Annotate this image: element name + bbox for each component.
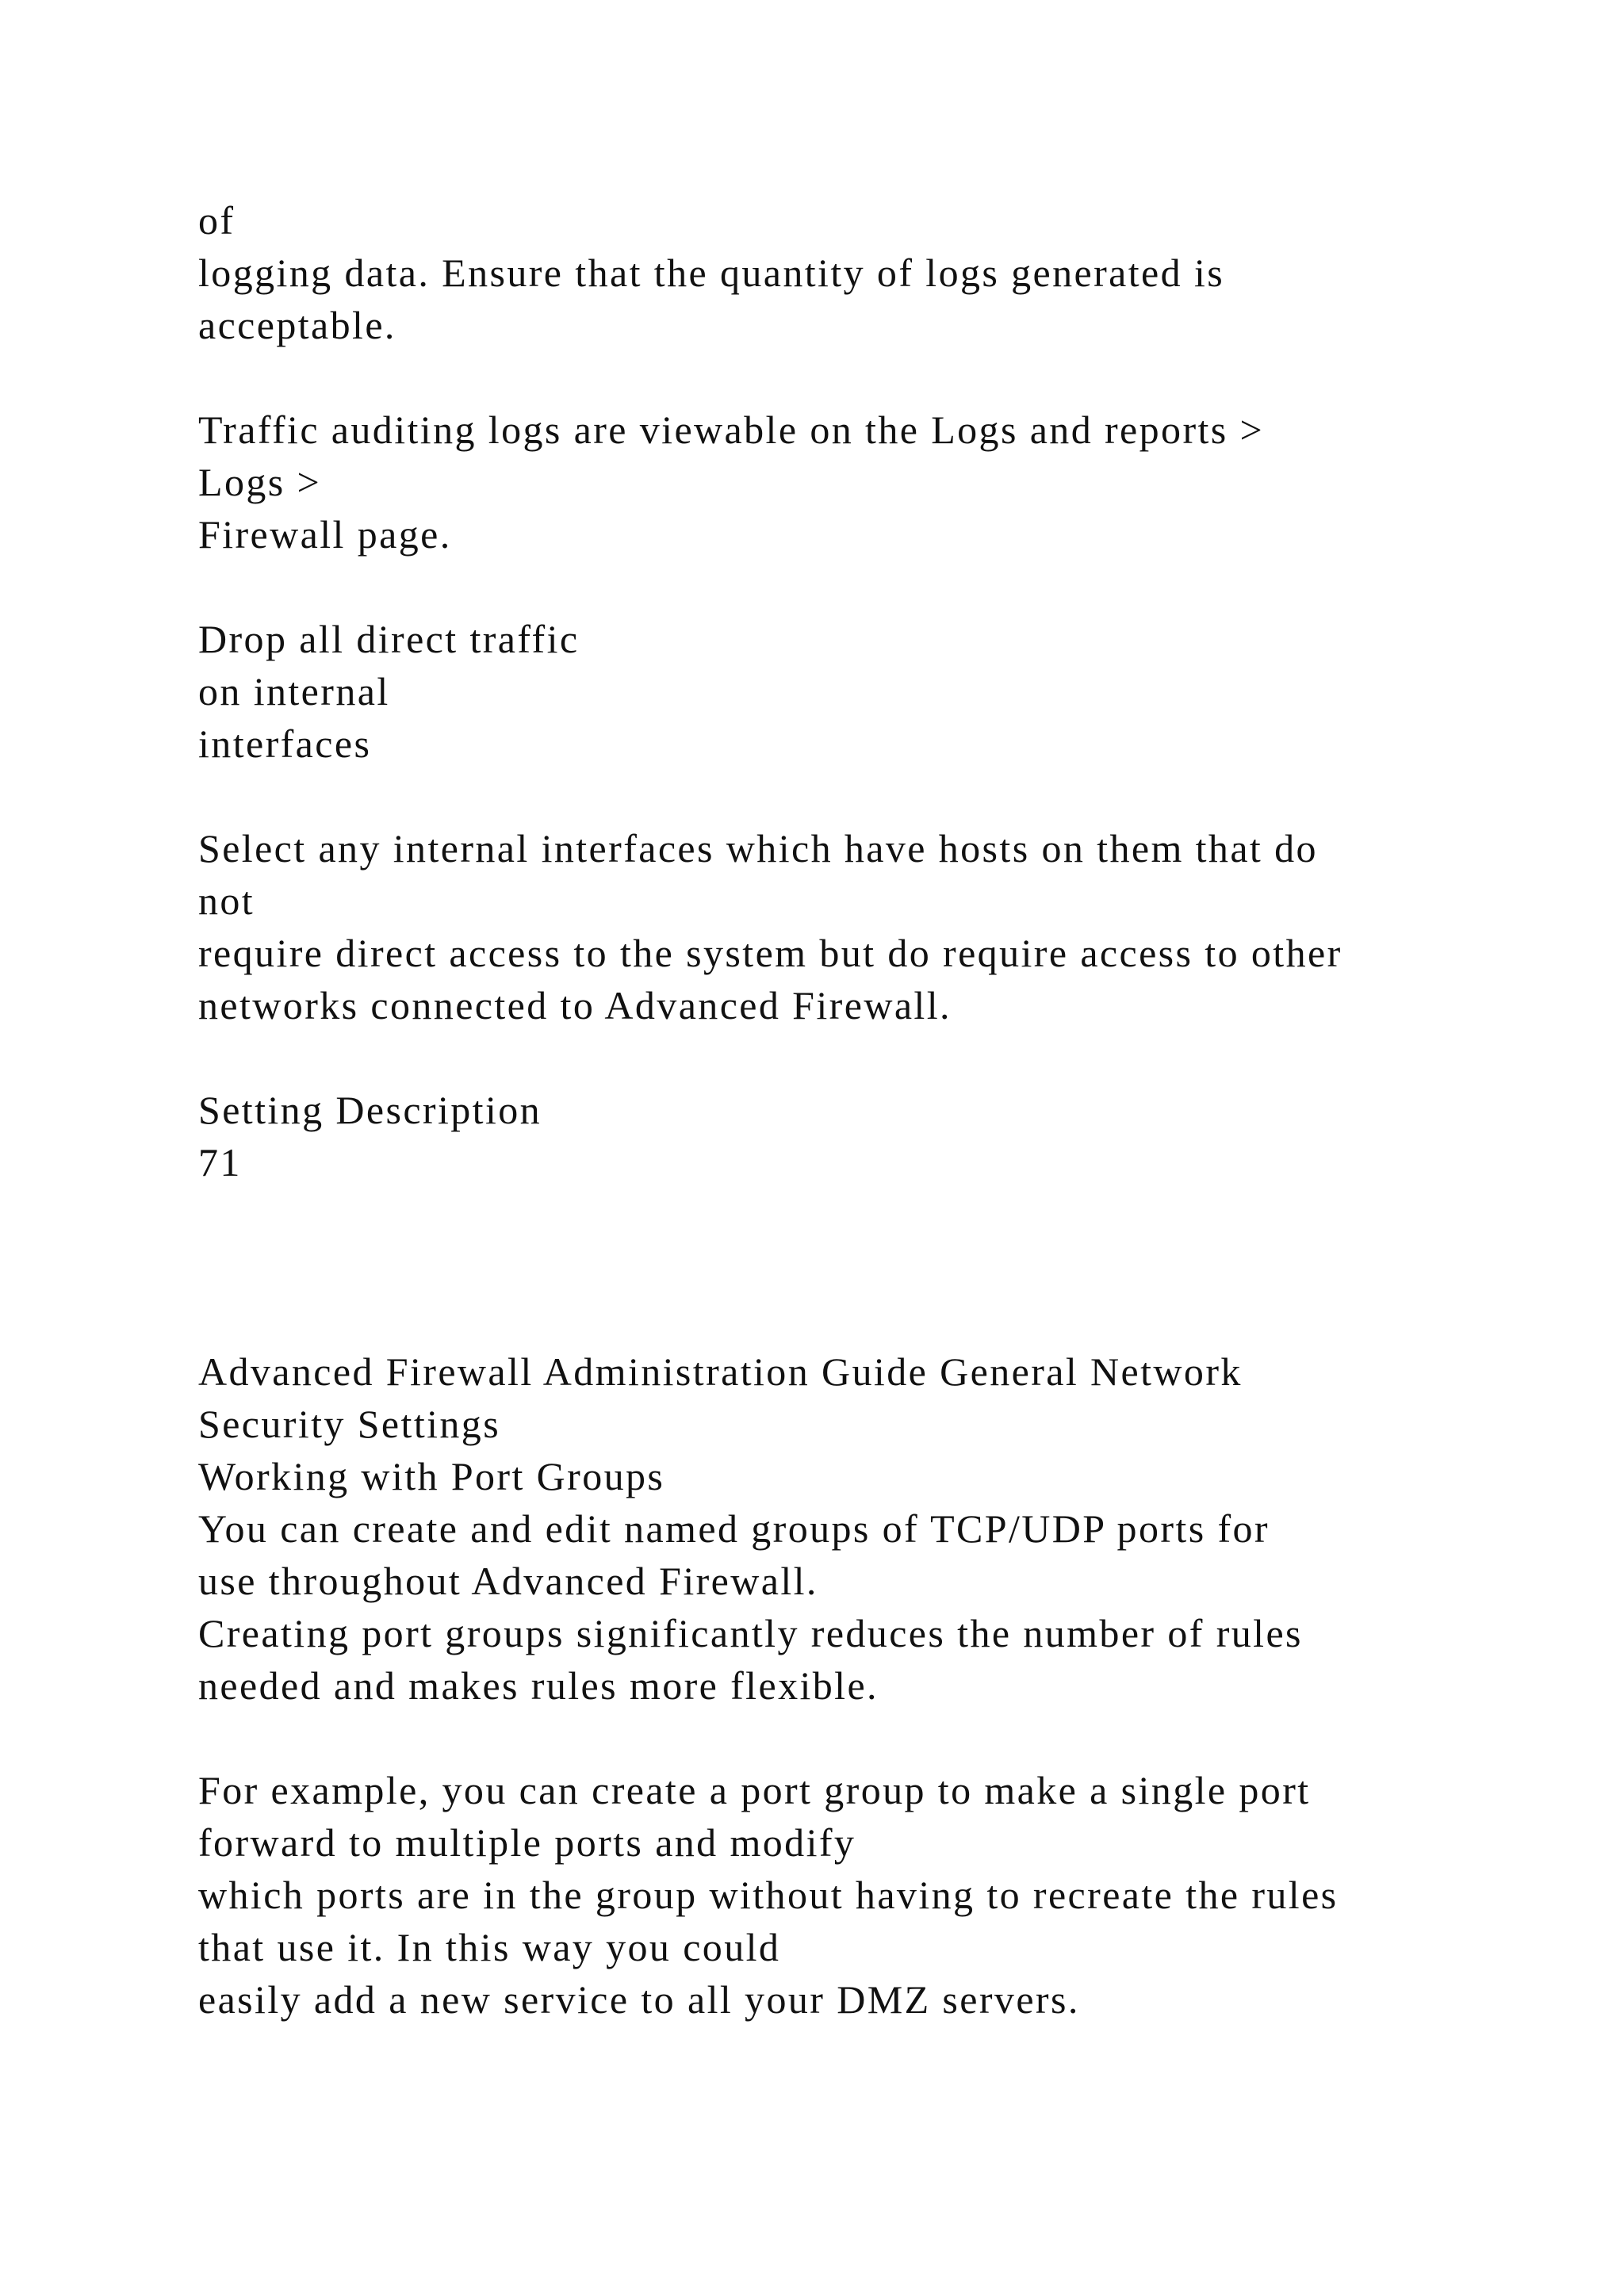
text-line: forward to multiple ports and modify — [198, 1820, 856, 1865]
paragraph-port-groups — [198, 1345, 1529, 1712]
text-line: networks connected to Advanced Firewall. — [198, 983, 952, 1027]
page-number: 71 — [198, 1140, 242, 1184]
paragraph-select-interfaces — [198, 822, 1529, 1031]
text-line: Logs > — [198, 460, 322, 504]
paragraph-gap — [198, 770, 1529, 822]
text-line: Creating port groups significantly reduces the number of rules — [198, 1611, 1303, 1655]
document-body — [198, 194, 1529, 2026]
paragraph-example — [198, 1764, 1529, 2026]
text-line: Traffic auditing logs are viewable on the Logs and reports > — [198, 408, 1265, 452]
text-line: Security Settings — [198, 1402, 501, 1446]
text-line: Firewall page. — [198, 512, 452, 557]
text-line: which ports are in the group without having to recreate the rules — [198, 1873, 1339, 1917]
page-break-gap — [198, 1188, 1529, 1345]
text-line: acceptable. — [198, 303, 396, 347]
paragraph-setting-description — [198, 1084, 1529, 1188]
text-line: that use it. In this way you could — [198, 1925, 781, 1969]
section-heading: Working with Port Groups — [198, 1454, 665, 1498]
paragraph-gap — [198, 561, 1529, 613]
text-line: logging data. Ensure that the quantity of logs generated is — [198, 251, 1225, 295]
text-line: Select any internal interfaces which have hosts on them that do — [198, 826, 1318, 871]
text-line: use throughout Advanced Firewall. — [198, 1559, 818, 1603]
text-line: You can create and edit named groups of TCP/UDP ports for — [198, 1506, 1270, 1551]
paragraph-logging-data — [198, 194, 1529, 351]
text-line: not — [198, 878, 255, 923]
paragraph-gap — [198, 351, 1529, 404]
text-line: easily add a new service to all your DMZ servers. — [198, 1977, 1080, 2022]
paragraph-gap — [198, 1712, 1529, 1764]
text-line: Drop all direct traffic — [198, 617, 580, 661]
text-line: interfaces — [198, 721, 372, 766]
paragraph-drop-direct-traffic — [198, 613, 1529, 770]
text-line: require direct access to the system but do require access to other — [198, 931, 1342, 975]
paragraph-traffic-auditing — [198, 404, 1529, 561]
text-line: Setting Description — [198, 1088, 542, 1132]
text-line: For example, you can create a port group to make a single port — [198, 1768, 1311, 1812]
text-line: of — [198, 198, 236, 243]
text-line: needed and makes rules more flexible. — [198, 1663, 879, 1708]
text-line: on internal — [198, 669, 390, 714]
text-line: Advanced Firewall Administration Guide General Network — [198, 1349, 1243, 1394]
paragraph-gap — [198, 1031, 1529, 1084]
